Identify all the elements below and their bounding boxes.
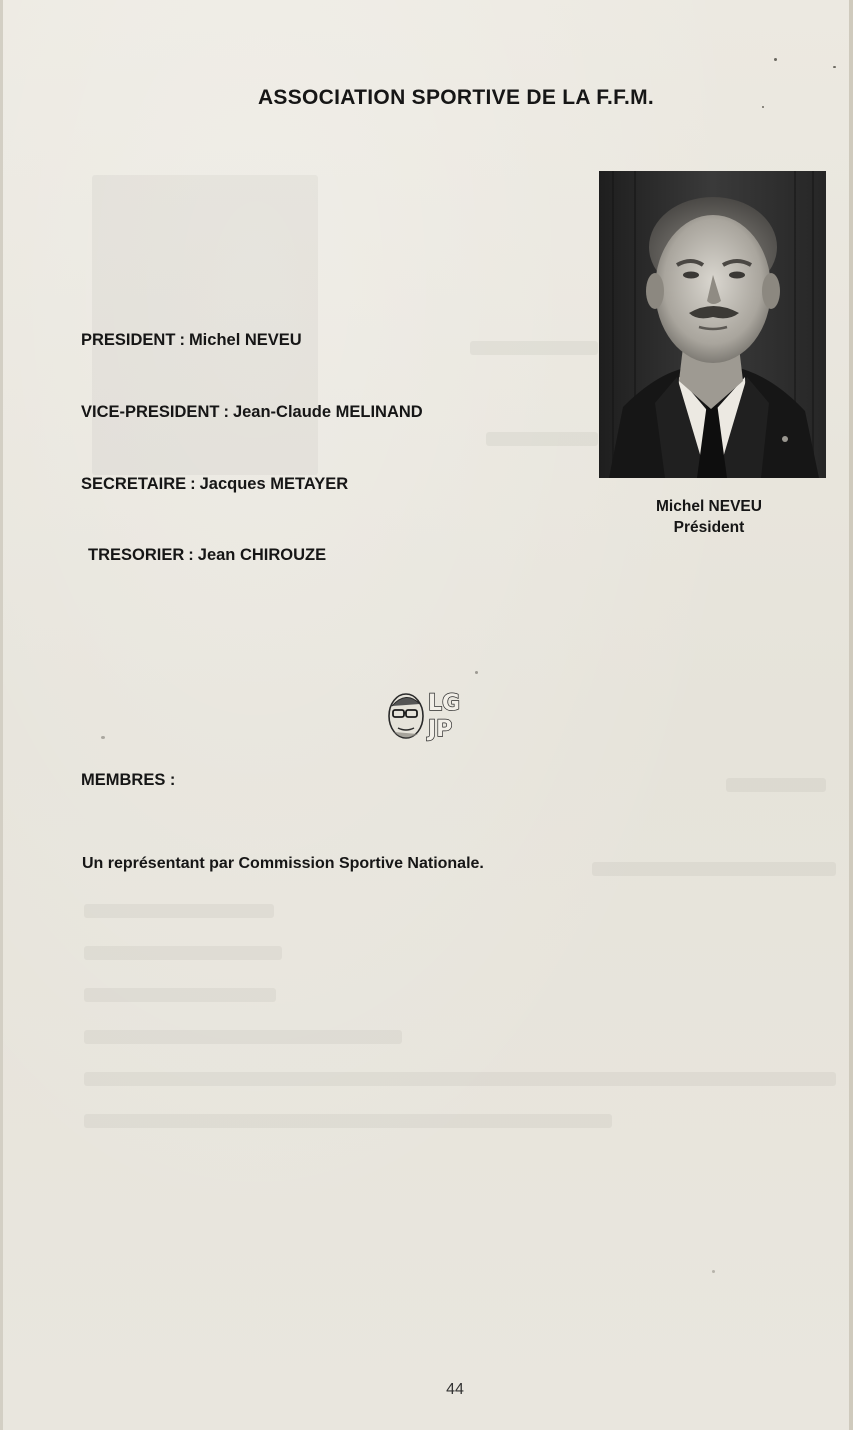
president-portrait-photo [599,171,826,478]
officer-secretary [81,475,348,494]
paper-speck [475,671,478,674]
show-through-line [84,1030,402,1044]
members-heading: MEMBRES : [81,771,176,789]
officer-name: Jean-Claude MELINAND [232,403,423,421]
page-edge-right [849,0,853,1430]
watermark-letters-bottom: JP [428,717,453,742]
caption-name: Michel NEVEU [656,498,762,515]
officer-treasurer [88,546,326,565]
paper-speck [712,1270,715,1273]
watermark-letters-top: LG [428,691,461,716]
paper-speck [101,736,105,739]
paper-speck [774,58,777,61]
officer-separator: : [179,331,185,349]
page-number: 44 [446,1381,464,1398]
show-through-line [84,904,274,918]
officer-role: SECRETAIRE [81,475,187,493]
show-through-line [592,862,836,876]
officer-role: PRESIDENT [81,331,176,349]
paper-speck [833,66,836,68]
show-through-line [726,778,826,792]
watermark-illustration [384,684,470,746]
show-through-line [84,946,282,960]
show-through-line [84,1072,836,1086]
show-through-photo [92,175,318,475]
officer-separator: : [190,475,196,493]
officer-name: Jacques METAYER [199,475,349,493]
officer-vice-president [81,403,423,422]
members-note: Un représentant par Commission Sportive Nationale. [82,855,484,872]
page-edge-left [0,0,3,1430]
officer-role: TRESORIER [88,546,185,564]
show-through-line [486,432,598,446]
officer-separator: : [223,403,229,421]
paper-speck [762,106,764,108]
show-through-line [470,341,598,355]
show-through-line [84,988,276,1002]
officer-name: Michel NEVEU [188,331,302,349]
show-through-line [84,1114,612,1128]
portrait-illustration [599,171,826,478]
collector-watermark-stamp [384,684,470,746]
officer-name: Jean CHIROUZE [197,546,327,564]
caption-role: Président [673,519,745,536]
officer-role: VICE-PRESIDENT [81,403,220,421]
officer-president [81,331,302,350]
page-title: ASSOCIATION SPORTIVE DE LA F.F.M. [257,86,655,109]
photo-caption [599,496,819,538]
officer-separator: : [188,546,194,564]
